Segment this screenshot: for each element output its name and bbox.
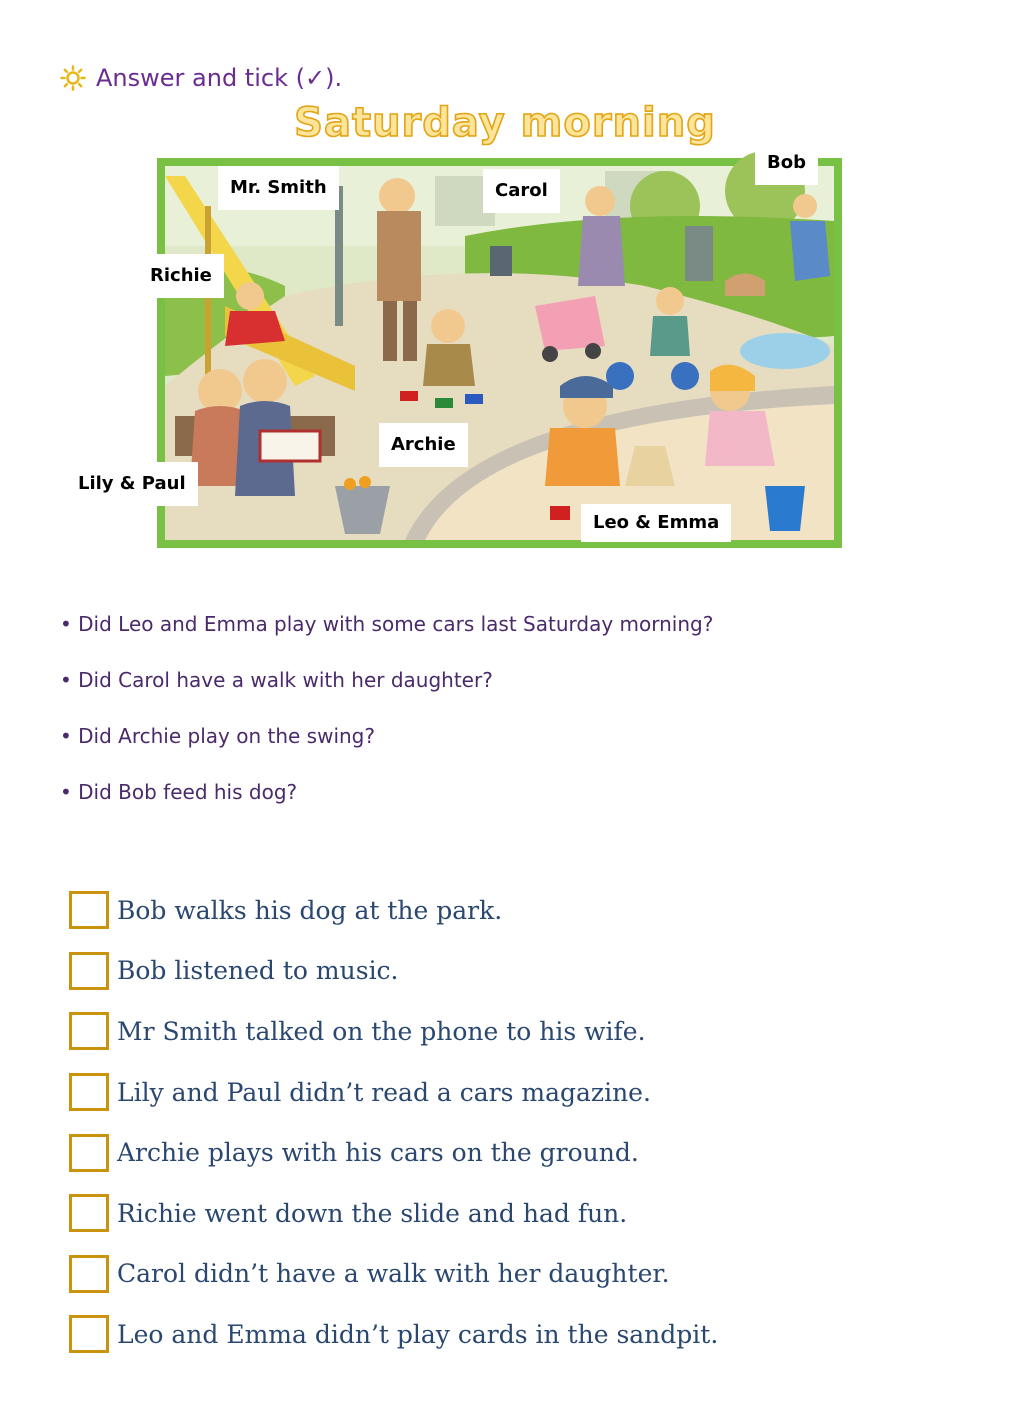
label-bob: Bob — [755, 141, 818, 185]
statement-checkbox[interactable] — [69, 1073, 109, 1111]
statement-row — [69, 1304, 718, 1365]
statement-row — [69, 1001, 718, 1062]
instruction-text: Answer and tick (✓). — [96, 64, 343, 92]
question-item: • Did Archie play on the swing? — [60, 716, 713, 772]
statement-row — [69, 1062, 718, 1123]
statement-checkbox[interactable] — [69, 1134, 109, 1172]
statement-checkbox[interactable] — [69, 891, 109, 929]
statement-checkbox[interactable] — [69, 952, 109, 990]
question-item: • Did Carol have a walk with her daughter? — [60, 660, 713, 716]
statement-row — [69, 941, 718, 1002]
statement-text: Archie plays with his cars on the ground. — [117, 1138, 639, 1168]
statement-row — [69, 880, 718, 941]
question-item: • Did Leo and Emma play with some cars last Saturday morning? — [60, 604, 713, 660]
label-mr-smith: Mr. Smith — [218, 166, 339, 210]
statement-text: Mr Smith talked on the phone to his wife. — [117, 1016, 646, 1046]
worksheet-title: Saturday morning — [294, 100, 716, 146]
label-leo-emma: Leo & Emma — [581, 504, 731, 542]
sun-icon — [60, 65, 86, 91]
label-carol: Carol — [483, 169, 560, 213]
label-richie: Richie — [138, 254, 224, 298]
statement-row — [69, 1183, 718, 1244]
label-lily-paul: Lily & Paul — [66, 462, 198, 506]
question-list — [60, 604, 713, 828]
statement-text: Bob walks his dog at the park. — [117, 895, 503, 925]
statement-checklist — [69, 880, 718, 1365]
park-scene-illustration — [150, 158, 842, 548]
statement-text: Carol didn’t have a walk with her daughter. — [117, 1259, 670, 1289]
statement-text: Bob listened to music. — [117, 956, 399, 986]
statement-row — [69, 1244, 718, 1305]
statement-row — [69, 1122, 718, 1183]
statement-text: Richie went down the slide and had fun. — [117, 1198, 628, 1228]
statement-text: Lily and Paul didn’t read a cars magazine. — [117, 1077, 651, 1107]
statement-checkbox[interactable] — [69, 1255, 109, 1293]
label-archie: Archie — [379, 423, 468, 467]
statement-checkbox[interactable] — [69, 1012, 109, 1050]
statement-checkbox[interactable] — [69, 1315, 109, 1353]
question-item: • Did Bob feed his dog? — [60, 772, 713, 828]
statement-text: Leo and Emma didn’t play cards in the sandpit. — [117, 1319, 719, 1349]
park-scene-picture — [165, 166, 834, 540]
statement-checkbox[interactable] — [69, 1194, 109, 1232]
instruction-line — [60, 60, 342, 96]
